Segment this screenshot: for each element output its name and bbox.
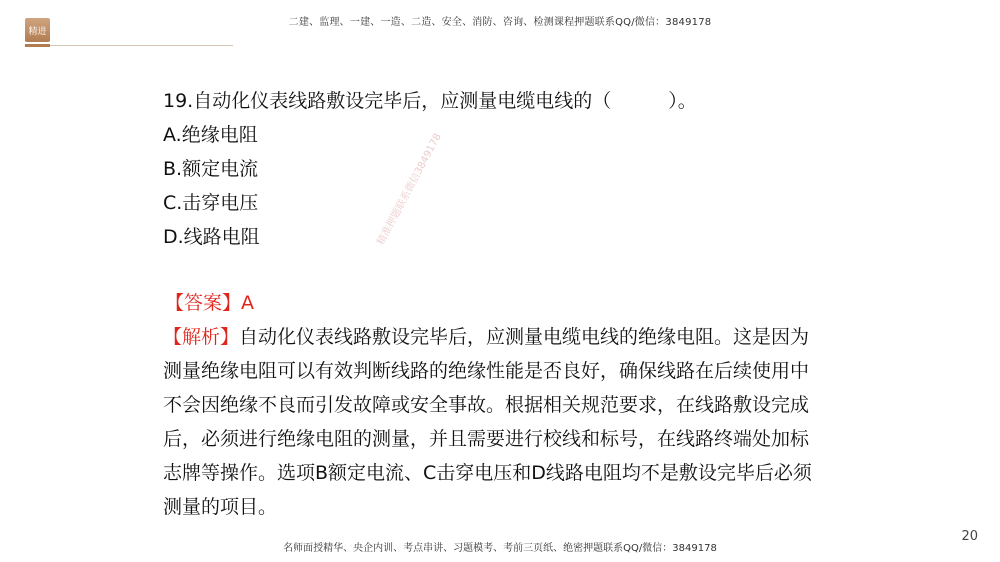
header-notice: 二建、监理、一建、一造、二造、安全、消防、咨询、检测课程押题联系QQ/微信：3849178 (288, 17, 712, 28)
option-a: A.绝缘电阻 (163, 124, 258, 146)
analysis-paragraph (163, 320, 823, 524)
answer-label: 【答案】 (165, 292, 242, 314)
analysis-text: 自动化仪表线路敷设完毕后，应测量电缆电线的绝缘电阻。这是因为测量绝缘电阻可以有效判断线路的绝缘性能是否良好，确保线路在后续使用中不会因绝缘不良而引发故障或安全事故。根据相关规范要求，在线路敷设完成后，必须进行绝缘电阻的测量，并且需要进行校线和标号，在线路终端处加标志牌等操作。选项B额定电流、C击穿电压和D线路电阻均不是敷设完毕后必须测量的项目。 (163, 326, 812, 518)
option-d: D.线路电阻 (163, 226, 260, 248)
question-block (163, 84, 823, 254)
footer-notice: 名师面授精华、央企内训、考点串讲、习题模考、考前三页纸、绝密押题联系QQ/微信：3849178 (283, 543, 717, 554)
header-divider-accent (25, 44, 50, 47)
analysis-label: 【解析】 (163, 326, 240, 348)
brand-logo-text: 精进 (28, 26, 47, 37)
watermark: 精准押题联系微信3849178 (375, 131, 444, 248)
answer-value: A (241, 292, 255, 314)
page-number: 20 (961, 529, 978, 544)
option-b: B.额定电流 (163, 158, 259, 180)
answer-line (163, 286, 823, 320)
option-c: C.击穿电压 (163, 192, 259, 214)
question-stem: 19.自动化仪表线路敷设完毕后，应测量电缆电线的（ ）。 (163, 90, 697, 112)
answer-block (163, 286, 823, 524)
header-divider (25, 45, 233, 46)
